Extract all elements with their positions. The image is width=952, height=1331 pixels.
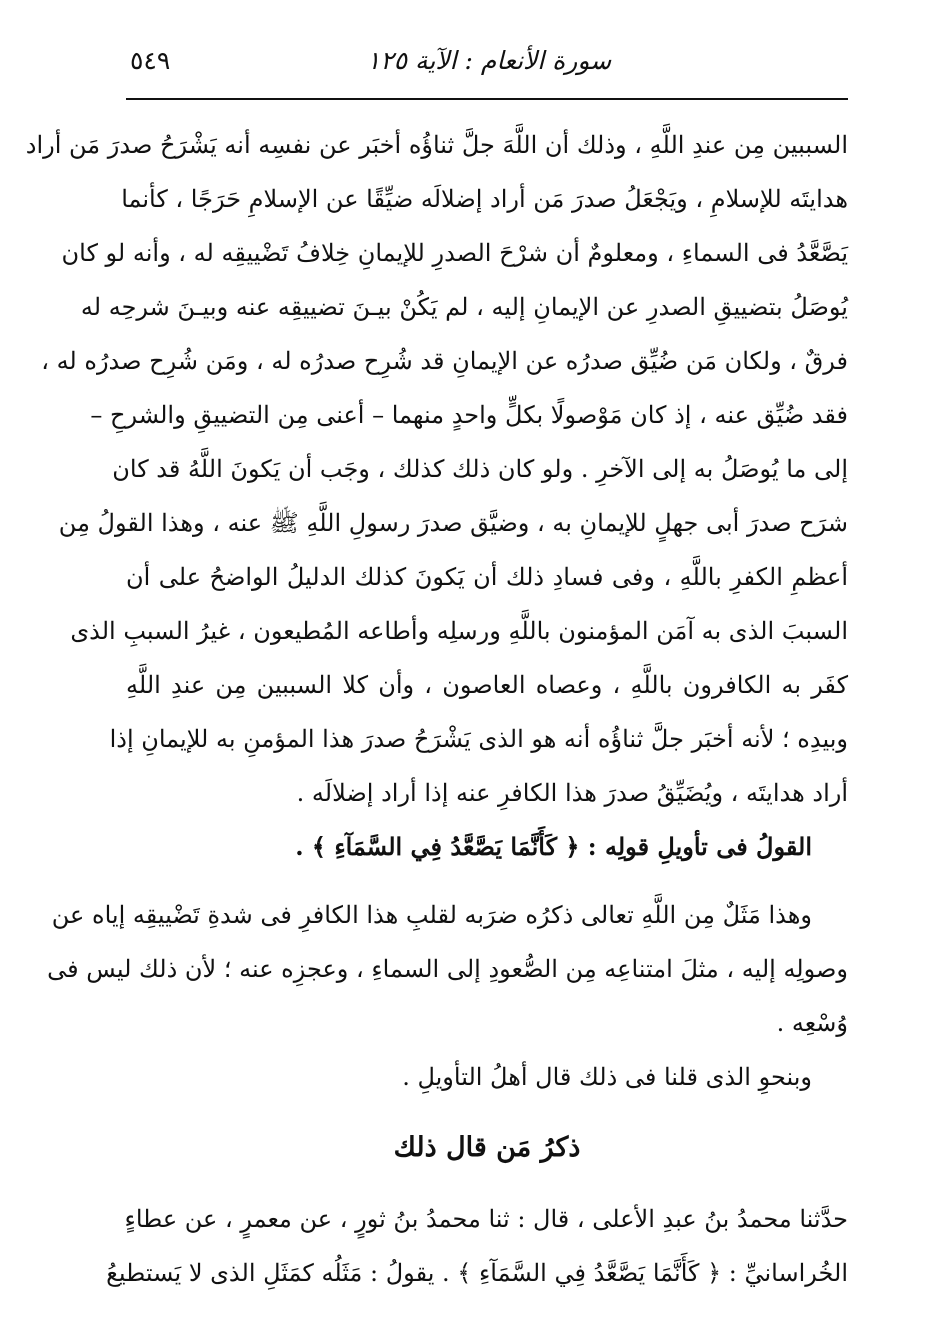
- header-divider: [126, 98, 848, 100]
- page-number: ٥٤٩: [130, 46, 171, 75]
- text-line: وصولِه إليه ، مثلَ امتناعِه مِن الصُّعودِ إلى السماءِ ، وعجزِه عنه ؛ لأن ذلك ليس فى: [47, 955, 848, 983]
- spacer: [126, 1104, 848, 1118]
- paragraph-explanation: [47, 888, 848, 1050]
- page-header: [130, 40, 848, 98]
- text-line: الخُراسانيِّ : ﴿ كَأَنَّمَا يَصَّعَّدُ فِي السَّمَآءِ ﴾ . يقولُ : مَثَلُه كمَثَلِ الذى لا يَستطيعُ: [106, 1259, 848, 1287]
- text-line: فرقٌ ، ولكان مَن ضُيِّق صدرُه عن الإيمانِ قد شُرِح صدرُه له ، ومَن شُرِح صدرُه له ،: [41, 347, 848, 375]
- text-line: إلى ما يُوصَلُ به إلى الآخرِ . ولو كان ذلك كذلك ، وجَب أن يَكونَ اللَّهُ قد كان: [112, 455, 848, 483]
- running-title: سورة الأنعام : الآية ١٢٥: [366, 46, 612, 75]
- text-line: السببين مِن عندِ اللَّهِ ، وذلك أن اللَّهَ جلَّ ثناؤُه أخبَر عن نفسِه أنه يَشْرَحُ صدرَ مَن أراد: [25, 131, 848, 159]
- paragraph-note: وبنحوِ الذى قلنا فى ذلك قال أهلُ التأويلِ .: [402, 1063, 812, 1091]
- paragraph-narration: [106, 1192, 848, 1300]
- spacer: [126, 1178, 848, 1192]
- text-line: كفَر به الكافرون باللَّهِ ، وعصاه العاصون ، وأن كلا السببين مِن عندِ اللَّهِ: [126, 671, 848, 699]
- text-line: يَصَّعَّدُ فى السماءِ ، ومعلومٌ أن شرْحَ الصدرِ للإيمانِ خِلافُ تَضْييقِه له ، وأنه لو كان: [61, 239, 848, 267]
- paragraph-commentary: [25, 118, 848, 820]
- section-heading: القولُ فى تأويلِ قولِه : ﴿ كَأَنَّمَا يَصَّعَّدُ فِي السَّمَآءِ ﴾ .: [295, 832, 812, 861]
- text-line: وبيدِه ؛ لأنه أخبَر جلَّ ثناؤُه أنه هو الذى يَشْرَحُ صدرَ هذا المؤمنِ به للإيمانِ إذا: [109, 725, 848, 753]
- text-line: هدايتَه للإسلامِ ، ويَجْعَلُ صدرَ مَن أراد إضلالَه ضيِّقًا عن الإسلامِ حَرَجًا ، كأنما: [121, 185, 848, 213]
- spacer: [126, 874, 848, 888]
- text-line: أراد هدايتَه ، ويُضَيِّقُ صدرَ هذا الكافرِ عنه إذا أراد إضلالَه .: [296, 779, 848, 807]
- text-line: وُسْعِه .: [776, 1009, 848, 1037]
- text-line: فقد ضُيِّق عنه ، إذ كان مَوْصولًا بكلٍّ واحدٍ منهما – أعنى مِن التضييقِ والشرحِ –: [90, 401, 848, 429]
- text-line: حدَّثنا محمدُ بنُ عبدِ الأعلى ، قال : ثنا محمدُ بنُ ثورٍ ، عن معمرٍ ، عن عطاءٍ: [124, 1205, 848, 1233]
- text-line: السببَ الذى به آمَن المؤمنون باللَّهِ ورسلِه وأطاعه المُطيعون ، غيرُ السببِ الذى: [70, 617, 848, 645]
- text-line: وهذا مَثَلٌ مِن اللَّهِ تعالى ذكرُه ضرَبه لقلبِ هذا الكافرِ فى شدةِ تَضْييقِه إياه عن: [51, 901, 812, 929]
- text-line: شرَح صدرَ أبى جهلٍ للإيمانِ به ، وضيَّق صدرَ رسولِ اللَّهِ ﷺ عنه ، وهذا القولُ مِن: [58, 509, 848, 537]
- page-body: [25, 118, 848, 1300]
- sub-heading: ذكرُ مَن قال ذلك: [393, 1132, 581, 1163]
- text-line: يُوصَلُ بتضييقِ الصدرِ عن الإيمانِ إليه ، لم يَكُنْ بيـنَ تضييقِه عنه وبيـنَ شرحِه له: [80, 293, 848, 321]
- text-line: أعظمِ الكفرِ باللَّهِ ، وفى فسادِ ذلك أن يَكونَ كذلك الدليلُ الواضحُ على أن: [126, 563, 848, 591]
